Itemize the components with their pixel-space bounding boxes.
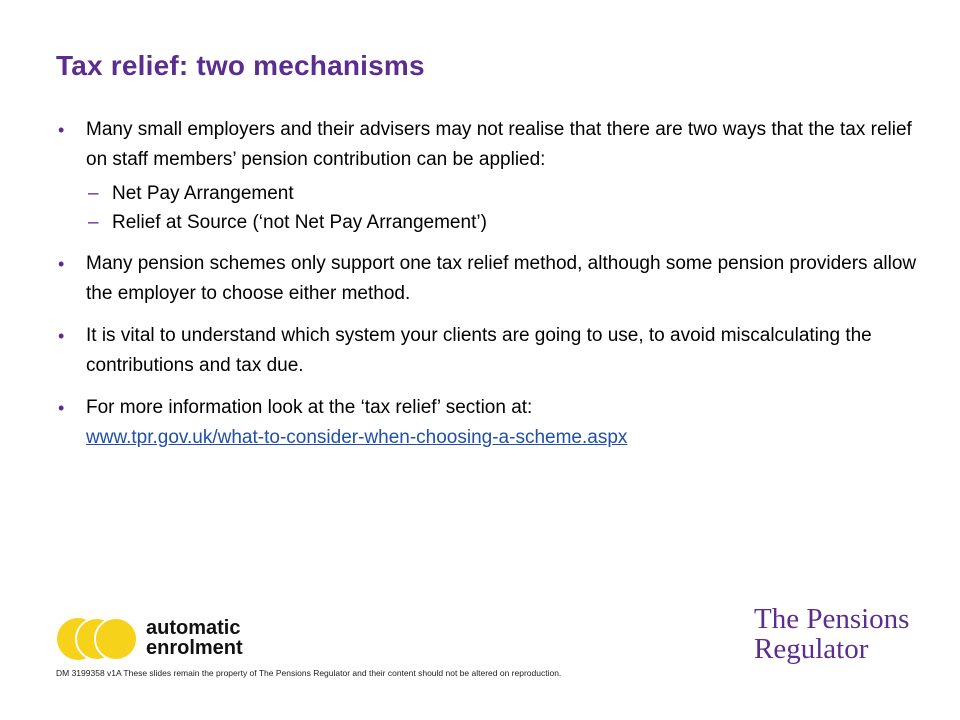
footer-disclaimer: DM 3199358 v1A These slides remain the property of The Pensions Regulator and their content should not be altered on reproduction. <box>56 668 562 678</box>
bullet-text: It is vital to understand which system your clients are going to use, to avoid miscalculating the contributions and tax due. <box>86 325 872 376</box>
pensions-regulator-logo: The Pensions Regulator <box>754 603 910 665</box>
dash-icon: – <box>88 183 99 204</box>
automatic-enrolment-logo <box>56 614 256 664</box>
sub-item-text: Relief at Source (‘not Net Pay Arrangement’) <box>112 212 487 233</box>
bullet-text: For more information look at the ‘tax relief’ section at: <box>86 397 533 418</box>
sub-item <box>86 179 918 208</box>
sub-item-text: Net Pay Arrangement <box>112 183 294 204</box>
sub-list <box>86 179 918 237</box>
slide-title: Tax relief: two mechanisms <box>56 50 425 81</box>
bullet-item <box>58 249 918 309</box>
dash-icon: – <box>88 212 99 233</box>
bullet-text: Many small employers and their advisers may not realise that there are two ways that the tax relief on staff members’ pension contribution can be applied: <box>86 119 912 170</box>
bullet-list <box>58 115 918 465</box>
bullet-item <box>58 115 918 237</box>
bullet-item <box>58 321 918 381</box>
tpr-scheme-link[interactable]: www.tpr.gov.uk/what-to-consider-when-choosing-a-scheme.aspx <box>86 427 628 448</box>
bullet-item <box>58 393 918 453</box>
bullet-icon: • <box>58 398 65 418</box>
ae-circles-icon <box>56 616 138 662</box>
bullet-icon: • <box>58 254 65 274</box>
bullet-icon: • <box>58 326 65 346</box>
bullet-text: Many pension schemes only support one tax relief method, although some pension providers allow the employer to choose either method. <box>86 253 917 304</box>
ae-logo-text: automatic enrolment <box>146 617 243 659</box>
sub-item <box>86 208 918 237</box>
bullet-icon: • <box>58 120 65 140</box>
